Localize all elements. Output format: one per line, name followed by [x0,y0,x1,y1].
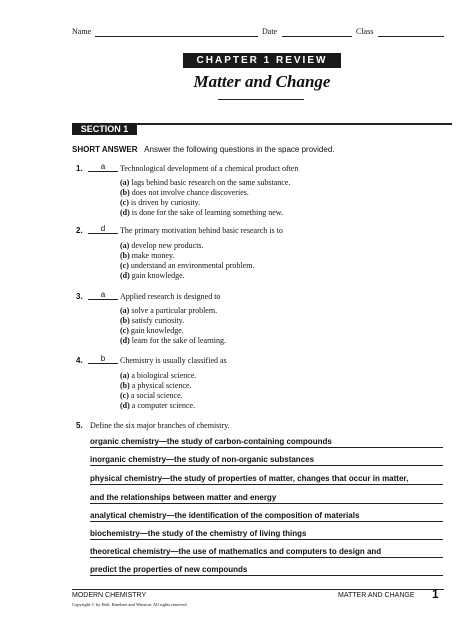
name-field-line[interactable] [95,36,258,37]
response-line[interactable] [90,575,443,576]
option: (d) gain knowledge. [120,271,185,280]
response-line-text: physical chemistry—the study of properties of matter, changes that occur in matter, [90,474,409,483]
response-line-text: and the relationships between matter and energy [90,493,277,502]
option: (a) solve a particular problem. [120,306,218,315]
option: (b) satisfy curiosity. [120,316,185,325]
answer-field[interactable]: a [88,290,118,300]
question-text: Applied research is designed to [120,292,221,301]
footer-book-title: MODERN CHEMISTRY [72,592,147,599]
short-answer-type: SHORT ANSWER [72,145,138,154]
option: (a) develop new products. [120,241,204,250]
date-label: Date [262,27,278,36]
option: (c) is driven by curiosity. [120,198,201,207]
short-answer-instructions: Answer the following questions in the space provided. [144,145,335,154]
answer-field[interactable]: d [88,224,118,234]
option: (d) learn for the sake of learning. [120,336,226,345]
footer-divider [72,589,444,590]
title-underline [218,99,304,100]
response-line[interactable] [90,503,443,504]
response-line[interactable] [90,539,443,540]
option: (b) make money. [120,251,175,260]
option-list [120,306,226,346]
option: (a) lags behind basic research on the same substance. [120,178,291,187]
short-answer-heading [72,145,335,154]
option-list [120,371,196,411]
option: (c) a social science. [120,391,183,400]
response-line-text: organic chemistry—the study of carbon-containing compounds [90,437,332,446]
question-number: 3. [76,292,83,301]
footer-chapter-title: MATTER AND CHANGE [338,592,415,599]
question-number: 4. [76,356,83,365]
response-line-text: biochemistry—the study of the chemistry of living things [90,529,307,538]
option: (d) is done for the sake of learning something new. [120,208,283,217]
option-list [120,241,254,281]
question-text: Define the six major branches of chemistry. [90,421,230,430]
option: (b) a physical science. [120,381,192,390]
answer-field[interactable]: b [88,354,118,364]
response-line-text: theoretical chemistry—the use of mathematics and computers to design and [90,547,382,556]
chapter-title: Matter and Change [193,72,331,91]
chapter-banner: CHAPTER 1 REVIEW [183,53,341,68]
response-line[interactable] [90,465,443,466]
response-line[interactable] [90,521,443,522]
option: (a) a biological science. [120,371,197,380]
question-text: Technological development of a chemical product often [120,164,299,173]
question-number: 2. [76,226,83,235]
option: (b) does not involve chance discoveries. [120,188,249,197]
option: (c) gain knowledge. [120,326,184,335]
response-line-text: predict the properties of new compounds [90,565,248,574]
name-label: Name [72,27,92,36]
response-line-text: inorganic chemistry—the study of non-organic substances [90,455,315,464]
response-line[interactable] [90,484,443,485]
option: (d) a computer science. [120,401,196,410]
class-label: Class [356,27,374,36]
response-line-text: analytical chemistry—the identification of the composition of materials [90,511,360,520]
option: (c) understand an environmental problem. [120,261,255,270]
question-number: 1. [76,164,83,173]
class-field-line[interactable] [378,36,444,37]
answer-field[interactable]: a [88,162,118,172]
question-text: The primary motivation behind basic research is to [120,226,283,235]
response-line[interactable] [90,557,443,558]
date-field-line[interactable] [282,36,352,37]
page-number: 1 [432,587,439,601]
question-text: Chemistry is usually classified as [120,356,227,365]
question-number: 5. [76,421,83,430]
option-list [120,178,290,218]
copyright-notice: Copyright © by Holt, Rinehart and Winston. All rights reserved. [72,602,188,607]
response-line[interactable] [90,447,443,448]
section-label: SECTION 1 [72,123,137,135]
